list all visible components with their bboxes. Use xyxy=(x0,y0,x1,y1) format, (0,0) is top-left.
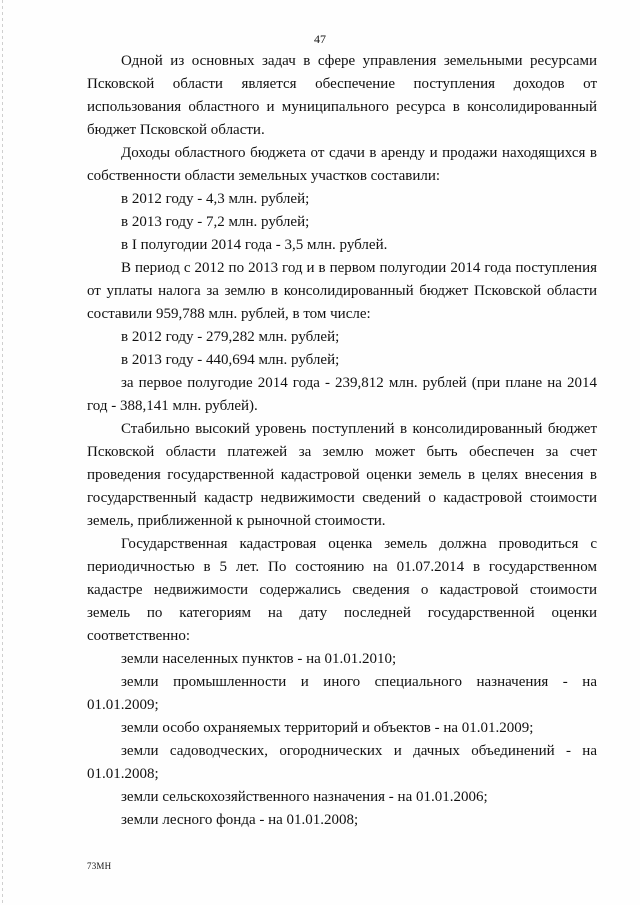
list-item: земли населенных пунктов - на 01.01.2010; xyxy=(121,651,397,667)
list-item: земли промышленности и иного специального назначения - на 01.01.2009; xyxy=(87,674,597,713)
list-item: земли лесного фонда - на 01.01.2008; xyxy=(121,812,359,828)
paragraph: В период с 2012 по 2013 год и в первом полугодии 2014 года поступления от уплаты налога за землю в консолидированный бюджет Псковской области составили 959,788 млн. рублей, в том числе: xyxy=(87,260,597,322)
list-item: земли садоводческих, огороднических и дачных объединений - на 01.01.2008; xyxy=(87,743,597,782)
list-item: в 2013 году - 7,2 млн. рублей; xyxy=(121,214,310,230)
list-item: в I полугодии 2014 года - 3,5 млн. рублей. xyxy=(121,237,388,253)
list-item: земли сельскохозяйственного назначения - на 01.01.2006; xyxy=(121,789,488,805)
list-item: в 2012 году - 279,282 млн. рублей; xyxy=(121,329,340,345)
page-number: 47 xyxy=(314,32,326,46)
paragraph: Стабильно высокий уровень поступлений в консолидированный бюджет Псковской области платежей за землю может быть обеспечен за счет проведения государственной кадастровой оценки земель в целях внесения в государственный кадастр недвижимости сведений о кадастровой стоимости земель, приближенной к рыночной стоимости. xyxy=(87,421,597,529)
list-item: в 2012 году - 4,3 млн. рублей; xyxy=(121,191,310,207)
footer-code: 73МН xyxy=(87,861,112,871)
document-body xyxy=(87,50,597,832)
list-item: земли особо охраняемых территорий и объектов - на 01.01.2009; xyxy=(121,720,534,736)
paragraph: Доходы областного бюджета от сдачи в аренду и продажи находящихся в собственности области земельных участков составили: xyxy=(87,145,597,184)
list-item: в 2013 году - 440,694 млн. рублей; xyxy=(121,352,340,368)
paragraph: Государственная кадастровая оценка земель должна проводиться с периодичностью в 5 лет. По состоянию на 01.07.2014 в государственном кадастре недвижимости содержались сведения о кадастровой стоимости земель по категориям на дату последней государственной оценки соответственно: xyxy=(87,536,597,644)
paragraph: Одной из основных задач в сфере управления земельными ресурсами Псковской области является обеспечение поступления доходов от использования областного и муниципального ресурса в консолидированный бюджет Псковской области. xyxy=(87,53,597,138)
page-edge xyxy=(2,0,3,905)
list-item: за первое полугодие 2014 года - 239,812 млн. рублей (при плане на 2014 год - 388,141 млн. рублей). xyxy=(87,375,597,414)
